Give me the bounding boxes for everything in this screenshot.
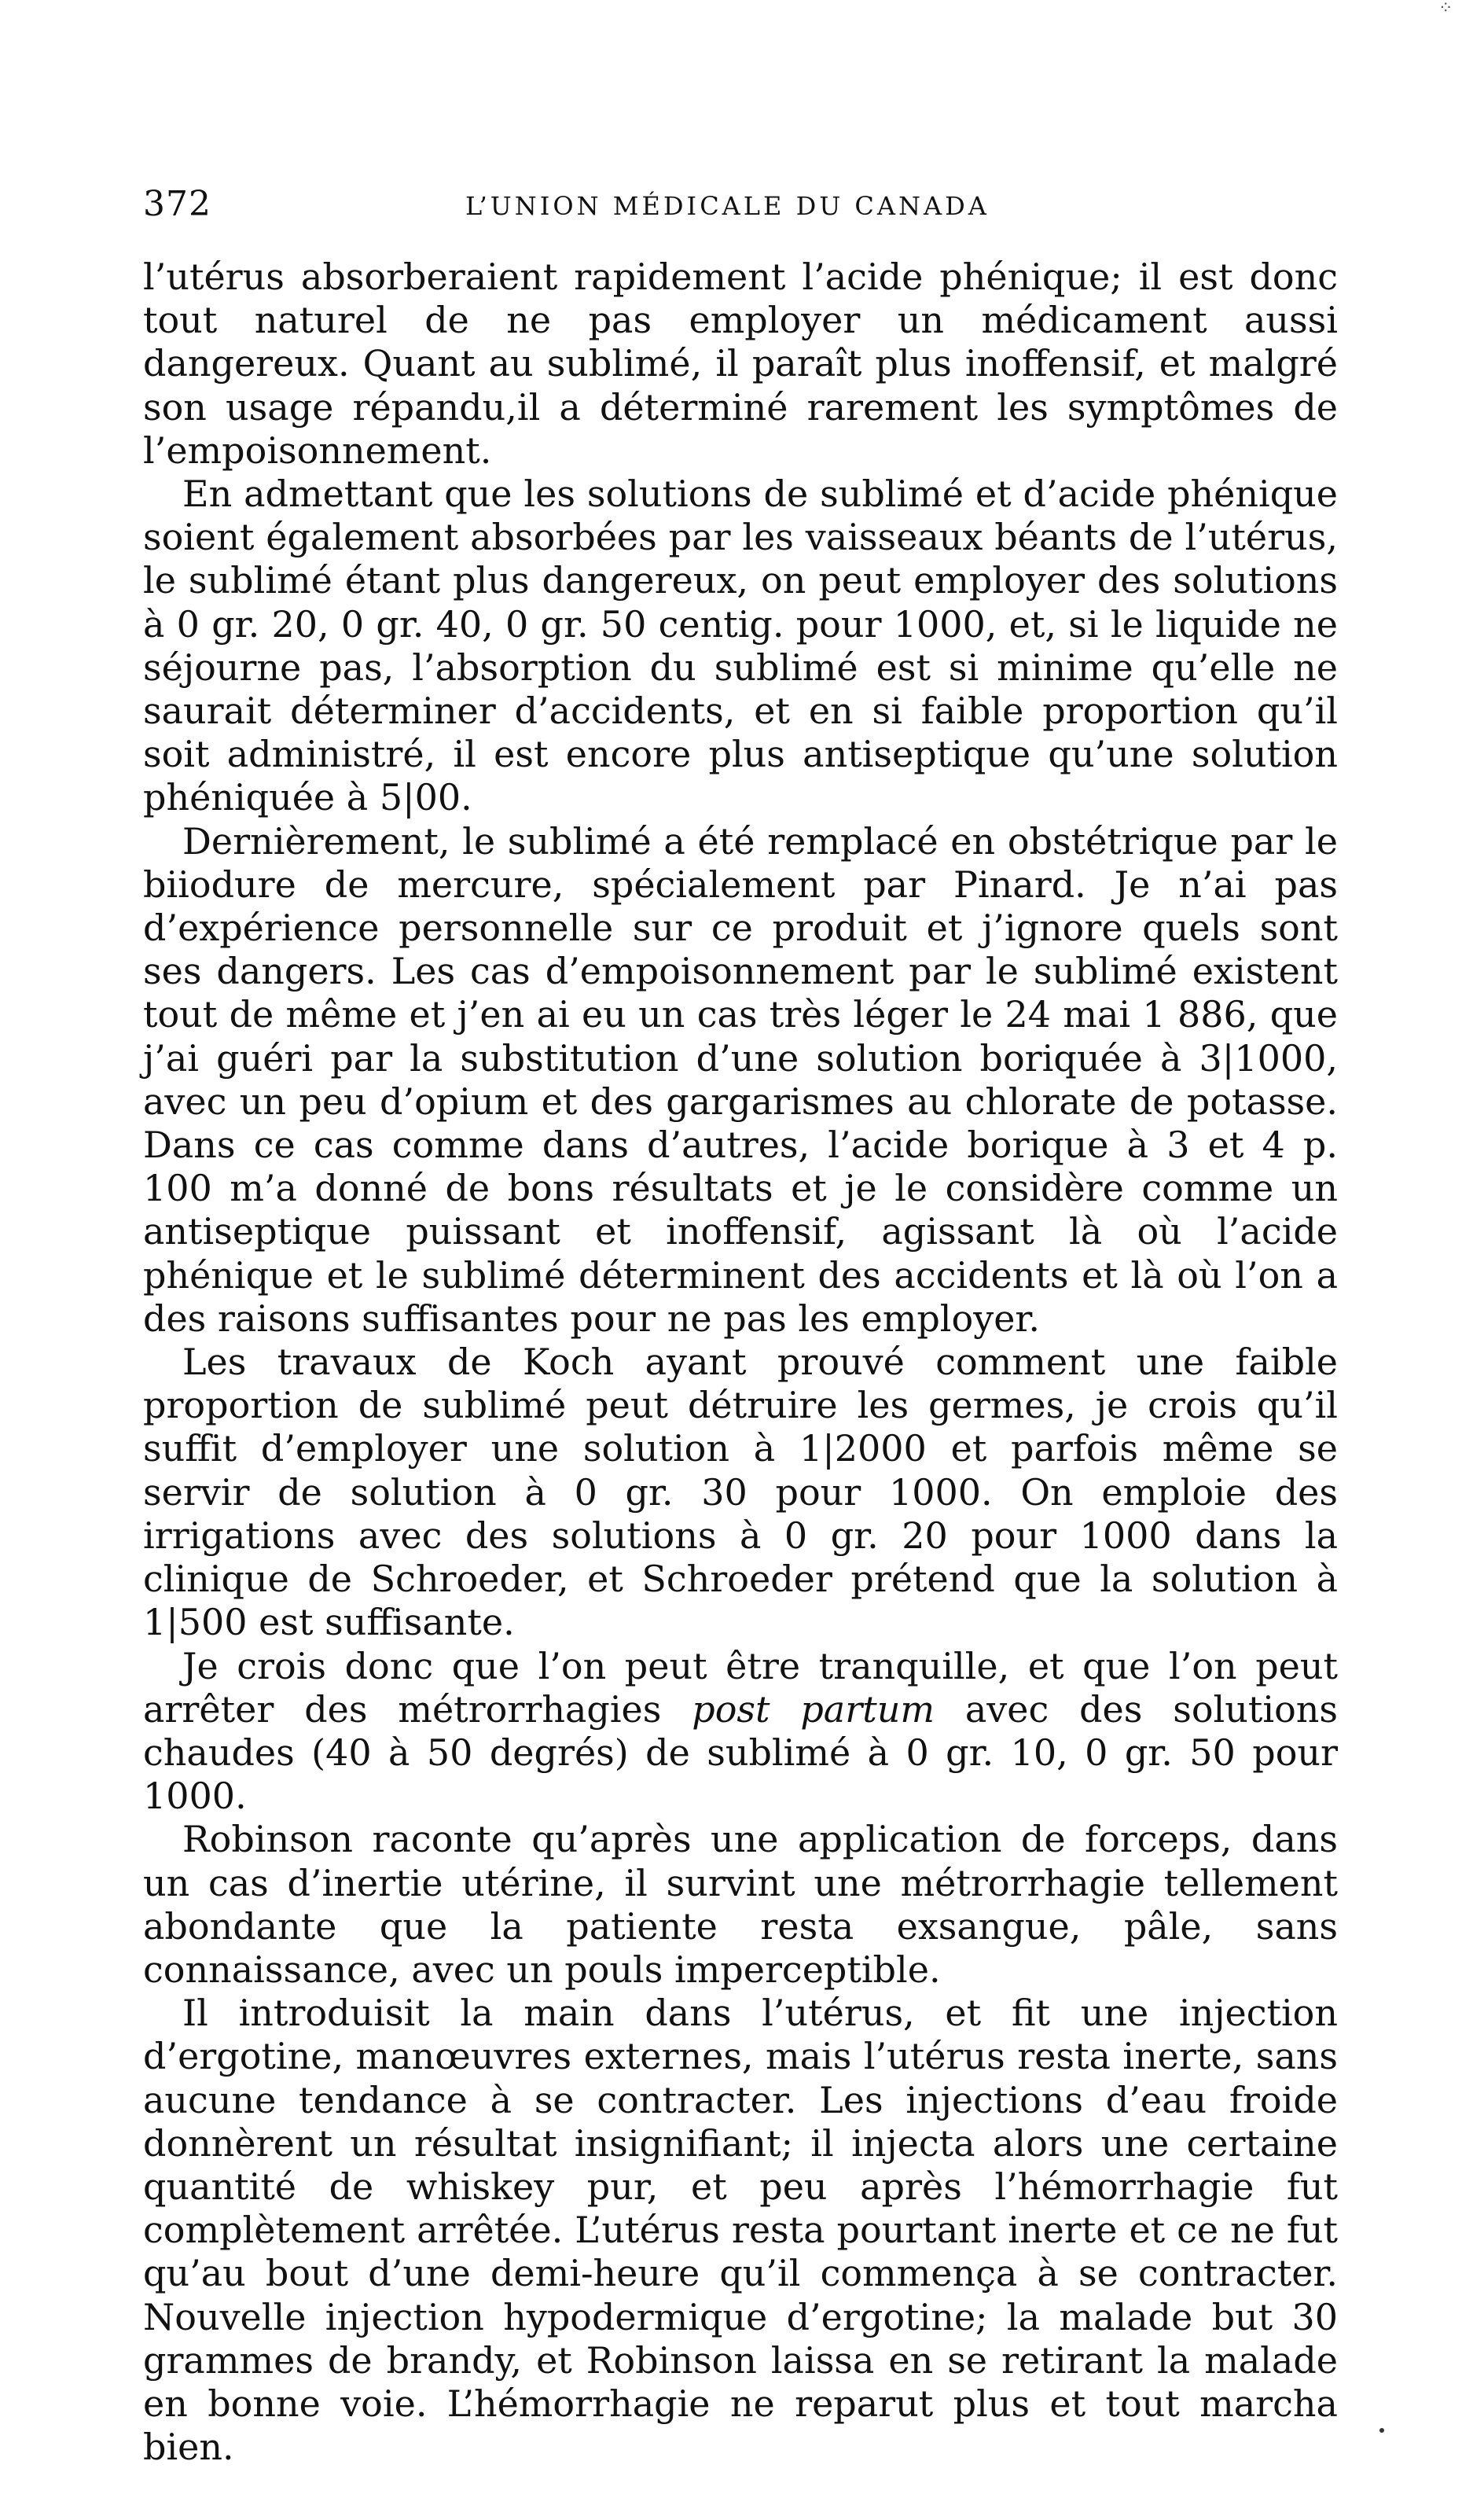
journal-title: L’UNION MÉDICALE DU CANADA [465, 191, 990, 221]
italic-post-partum: post partum [692, 1687, 935, 1731]
paragraph-metrorrhagies-start: Je crois donc que l’on peut être tranquille, et que l’on peut arrêter des métrorrhagies [143, 1644, 1338, 1731]
paragraph-solutions: En admettant que les solutions de sublimé et d’acide phénique soient également absorbées par les vaisseaux béants de l’utérus, le sublimé étant plus dangereux, on peut employer des solutions à 0 gr. 20, 0 gr. 40, 0 gr. 50 centig. pour 1000, et, si le liquide ne séjourne pas, l’absorption du sublimé est si minime qu’elle ne saurait déterminer d’accidents, et en si faible proportion qu’il soit administré, il est encore plus antiseptique qu’une solution phéniquée à 5|00. [143, 473, 1338, 819]
paragraph-biiodure: Dernièrement, le sublimé a été remplacé en obstétrique par le biiodure de mercure, spécialement par Pinard. Je n’ai pas d’expérience personnelle sur ce produit et j’ignore quels sont ses dangers. Les cas d’empoisonnement par le sublimé existent tout de même et j’en ai eu un cas très léger le 24 mai 1 886, que j’ai guéri par la substitution d’une solution boriquée à 3|1000, avec un peu d’opium et des gargarismes au chlorate de potasse. Dans ce cas comme dans d’autres, l’acide borique à 3 et 4 p. 100 m’a donné de bons résultats et je le considère comme un antiseptique puissant et inoffensif, agissant là où l’acide phénique et le sublimé déterminent des accidents et là où l’on a des raisons suffisantes pour ne pas les employer. [143, 819, 1338, 1340]
paragraph-metrorrhagies-end: avec des solutions chaudes (40 à 50 degrés) de sublimé à 0 gr. 10, 0 gr. 50 pour 1000. [143, 1687, 1339, 1818]
paragraph-koch: Les travaux de Koch ayant prouvé comment une faible proportion de sublimé peut détruire les germes, je crois qu’il suffit d’employer une solution à 1|2000 et parfois même se servir de solution à 0 gr. 30 pour 1000. On emploie des irrigations avec des solutions à 0 gr. 20 pour 1000 dans la clinique de Schroeder, et Schroeder prétend que la solution à 1|500 est suffisante. [143, 1341, 1338, 1644]
paragraph-metrorrhagies [143, 1645, 1338, 1819]
scan-artifact-dot [1379, 2428, 1384, 2433]
paragraph-robinson: Robinson raconte qu’après une application de forceps, dans un cas d’inertie utérine, il survint une métrorrhagie tellement abondante que la patiente resta exsangue, pâle, sans connaissance, avec un pouls imperceptible. [143, 1818, 1338, 1991]
page-number: 372 [143, 184, 211, 224]
running-head [143, 181, 1338, 228]
paragraph-continued: l’utérus absorberaient rapidement l’acide phénique; il est donc tout naturel de ne pas employer un médicament aussi dangereux. Quant au sublimé, il paraît plus inoffensif, et malgré son usage répandu,il a déterminé rarement les symptômes de l’empoisonnement. [143, 256, 1338, 472]
body-text [143, 256, 1338, 2469]
paragraph-injection: Il introduisit la main dans l’utérus, et fit une injection d’ergotine, manœuvres externes, mais l’utérus resta inerte, sans aucune tendance à se contracter. Les injections d’eau froide donnèrent un résultat insignifiant; il injecta alors une certaine quantité de whiskey pur, et peu après l’hémorrhagie fut complètement arrêtée. L’utérus resta pourtant inerte et ce ne fut qu’au bout d’une demi-heure qu’il commença à se contracter. Nouvelle injection hypodermique d’ergotine; la malade but 30 grammes de brandy, et Robinson laissa en se retirant la malade en bonne voie. L’hémorrhagie ne reparut plus et tout marcha bien. [143, 1992, 1338, 2469]
scan-artifact-mark: ⁘ [1438, 0, 1453, 18]
